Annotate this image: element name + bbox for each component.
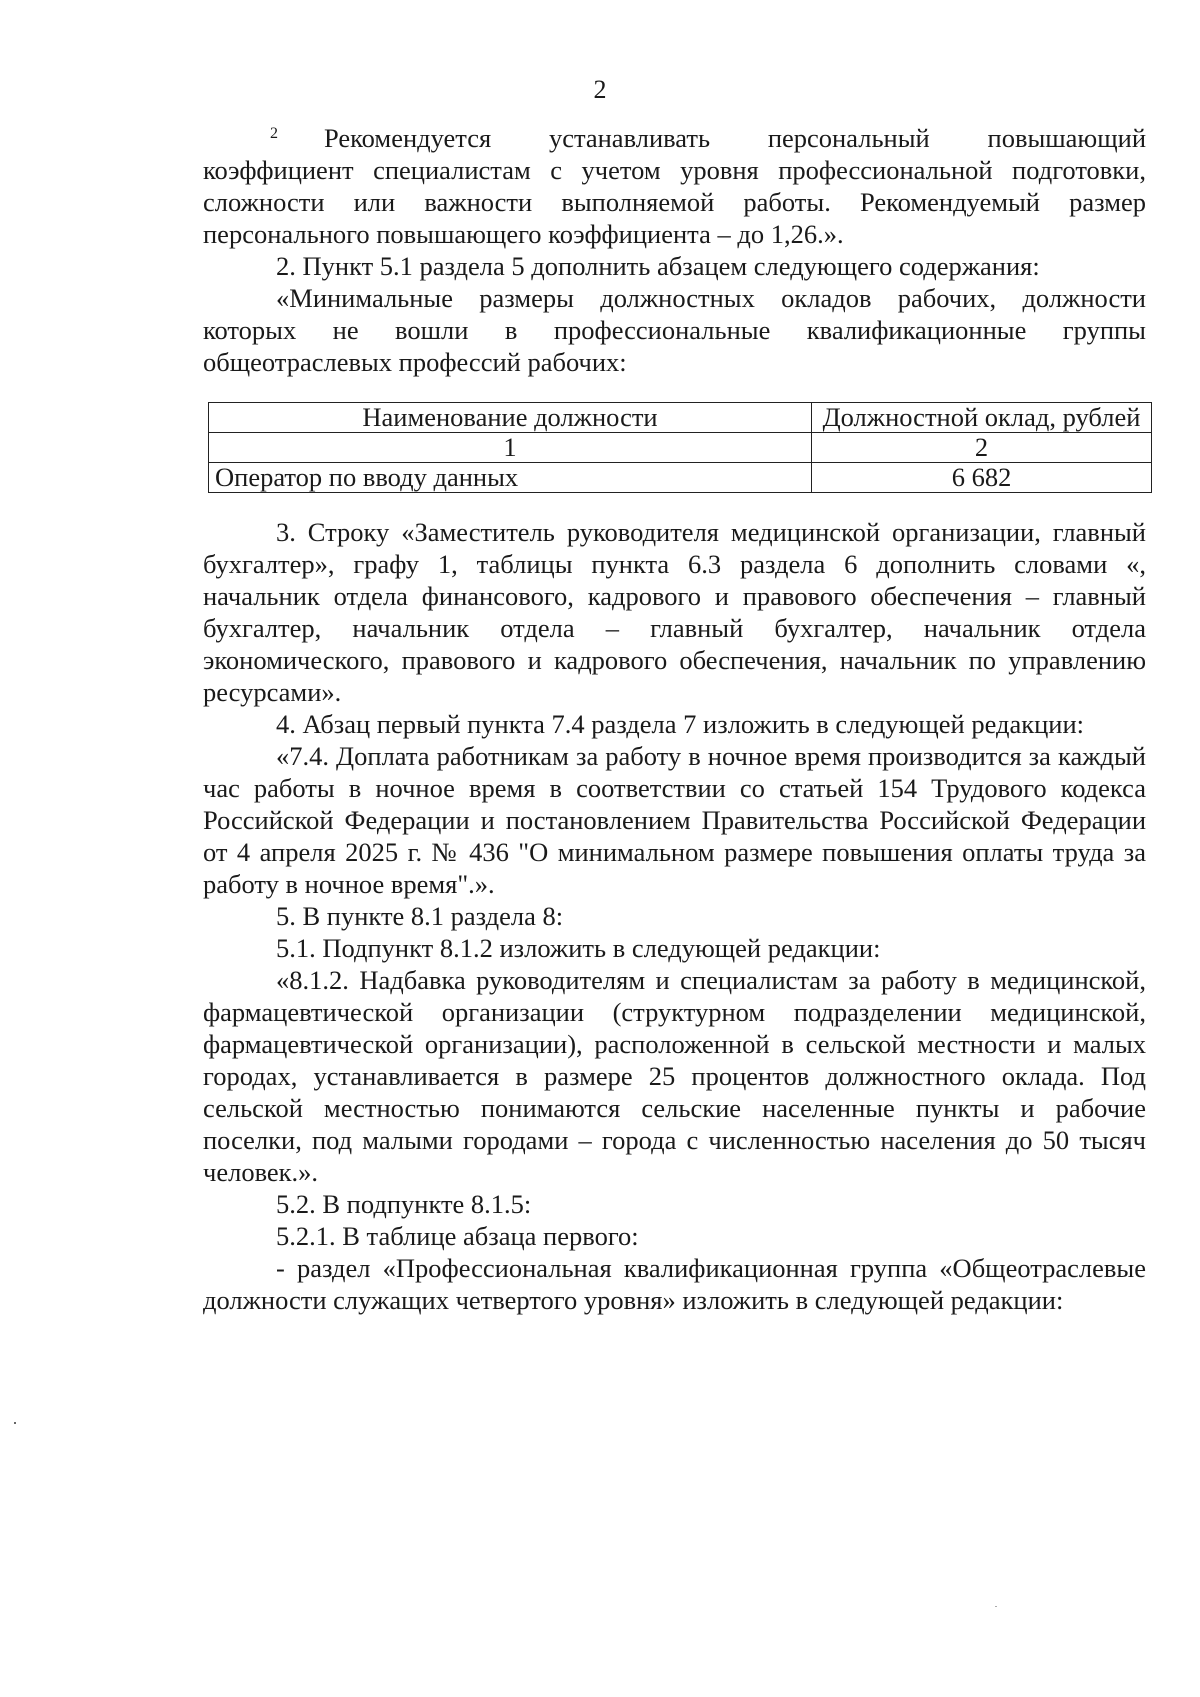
paragraph-item-3: 3. Строку «Заместитель руководителя медицинской организации, главный бухгалтер», графу 1, таблицы пункта 6.3 раздела 6 дополнить словами «, начальник отдела финансового, кадрового и правового обеспечения – главный бухгалтер, начальник отдела – главный бухгалтер, начальник отдела экономического, правового и кадрового обеспечения, начальник по управлению ресурсами». [203,517,1146,707]
paragraph-item-5: 5. В пункте 8.1 раздела 8: [276,901,564,931]
paragraph-7-4: «7.4. Доплата работникам за работу в ночное время производится за каждый час работы в ночное время в соответствии со статьей 154 Трудового кодекса Российской Федерации и постановлением Правительства Российской Федерации от 4 апреля 2025 г. № 436 "О минимальном размере повышения оплаты труда за работу в ночное время".». [203,741,1146,899]
footnote-text: Рекомендуется устанавливать персональный повышающий коэффициент специалистам с учетом уровня профессиональной подготовки, сложности или важности выполняемой работы. Рекомендуемый размер персонального повышающего коэффициента – до 1,26.». [203,123,1146,249]
scan-speck [14,1422,16,1424]
salary-table [208,402,1152,493]
document-body [203,118,1146,1316]
table-cell-salary: 6 682 [812,463,1152,493]
paragraph-item-5-2-1: 5.2.1. В таблице абзаца первого: [276,1221,639,1251]
paragraph-item-5-2: 5.2. В подпункте 8.1.5: [276,1189,532,1219]
paragraph-8-1-2: «8.1.2. Надбавка руководителям и специалистам за работу в медицинской, фармацевтической организации (структурном подразделении медицинской, фармацевтической организации), расположенной в сельской местности и малых городах, устанавливается в размере 25 процентов должностного оклада. Под сельской местностью понимаются сельские населенные пункты и рабочие поселки, под малыми городами – города с численностью населения до 50 тысяч человек.». [203,965,1146,1187]
paragraph-item-2: 2. Пункт 5.1 раздела 5 дополнить абзацем следующего содержания: [276,251,1040,281]
table-row [209,463,1152,493]
footnote-mark: 2 [270,125,278,142]
table-header-position: Наименование должности [209,403,812,433]
column-number-2: 2 [812,433,1152,463]
footnote-paragraph [203,118,1146,250]
paragraph-section-replace: - раздел «Профессиональная квалификационная группа «Общеотраслевые должности служащих четвертого уровня» изложить в следующей редакции: [203,1253,1146,1315]
table-cell-position: Оператор по вводу данных [209,463,812,493]
scan-speck [995,1606,997,1607]
page-number: 2 [593,75,607,104]
paragraph-item-5-1: 5.1. Подпункт 8.1.2 изложить в следующей редакции: [276,933,881,963]
table-column-numbers-row [209,433,1152,463]
paragraph-min-salaries: «Минимальные размеры должностных окладов рабочих, должности которых не вошли в профессиональные квалификационные группы общеотраслевых профессий рабочих: [203,283,1146,377]
table-header-salary: Должностной оклад, рублей [812,403,1152,433]
table-header-row [209,403,1152,433]
paragraph-item-4: 4. Абзац первый пункта 7.4 раздела 7 изложить в следующей редакции: [276,709,1085,739]
column-number-1: 1 [209,433,812,463]
